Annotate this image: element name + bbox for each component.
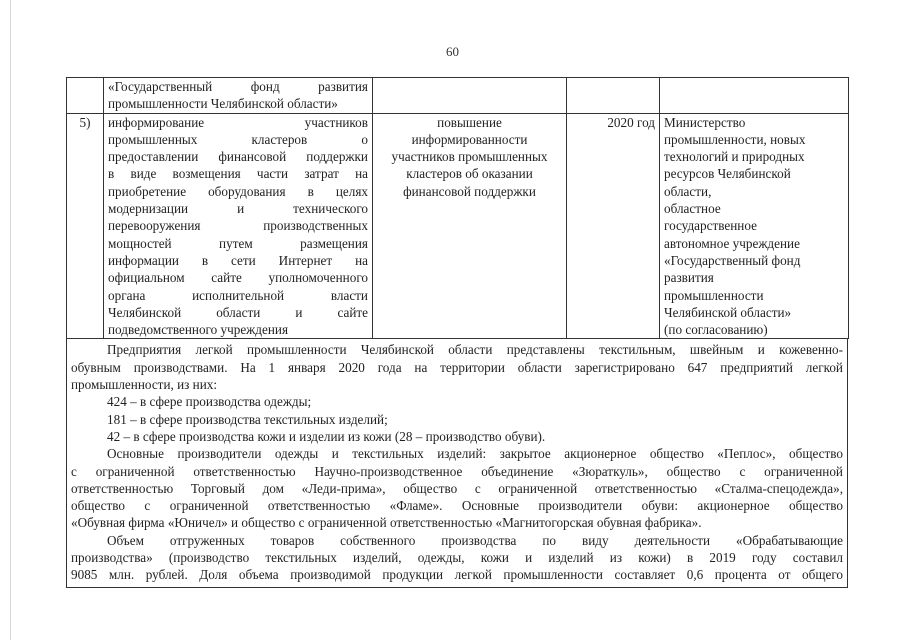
activity-line: информации в сети Интернет на <box>108 252 368 268</box>
page-number: 60 <box>446 44 459 59</box>
table-row-5 <box>67 113 849 339</box>
executor-line: промышленности, новых <box>664 131 806 147</box>
list-item: 181 – в сфере производства текстильных изделий; <box>107 411 388 427</box>
cell-number <box>67 78 104 114</box>
paragraph-light-industry <box>71 341 843 393</box>
executor-line: развития <box>664 270 714 286</box>
activities-table <box>66 77 849 339</box>
cell-year: 2020 год <box>567 113 660 339</box>
text-line: обувным производствами. На 1 января 2020 года на территории области зарегистрировано 647 предприятий легкой <box>71 359 843 375</box>
activity-line: Челябинской области и сайте <box>108 304 368 320</box>
result-line: повышение <box>437 114 502 130</box>
text-line: промышленности, из них: <box>71 377 218 393</box>
result-line: информированности <box>411 131 528 147</box>
cell-year <box>567 78 660 114</box>
executor-line: «Государственный фонд <box>664 252 801 268</box>
text-line: общество с ограниченной ответственностью «Фламе». Основные производители обуви: акционерное общество <box>71 498 843 514</box>
text-line: Основные производители одежды и текстильных изделий: закрытое акционерное общество «Пеплос», общество <box>107 446 843 462</box>
activity-line: органа исполнительной власти <box>108 287 368 303</box>
enterprise-list <box>71 393 843 445</box>
activity-line: «Государственный фонд развития <box>108 79 368 94</box>
text-line: производства» (производство текстильных изделий, одежды, кожи и изделий из кожи) в 2019 году составил <box>71 550 843 566</box>
executor-line: Челябинской области» <box>664 304 792 320</box>
executor-line: автономное учреждение <box>664 235 800 251</box>
activity-line: подведомственного учреждения <box>108 322 289 338</box>
list-item: 42 – в сфере производства кожи и изделии из кожи (28 – производство обуви). <box>107 428 546 444</box>
text-line: «Обувная фирма «Юничел» и общество с ограниченной ответственностью «Магнитогорская обувная фабрика». <box>71 515 702 531</box>
page-edge-line <box>10 0 11 640</box>
text-line: Предприятия легкой промышленности Челябинской области представлены текстильным, швейным и кожевенно- <box>107 342 843 358</box>
executor-line: промышленности <box>664 287 764 303</box>
executor-line: ресурсов Челябинской <box>664 166 791 182</box>
activity-line: предоставлении финансовой поддержки <box>108 149 368 165</box>
text-line: 9085 млн. рублей. Доля объема производимой продукции легкой промышленности составляет 0,6 процента от общего <box>71 567 843 583</box>
text-line: ответственностью Торговый дом «Леди-прима», общество с ограниченной ответственностью «Сталма-спецодежда», <box>71 480 843 496</box>
activity-line: приобретение оборудования в целях <box>108 183 368 199</box>
activity-line: в виде возмещения части затрат на <box>108 166 368 182</box>
executor-line: областное <box>664 201 721 217</box>
activity-line: промышленности Челябинской области» <box>108 96 338 112</box>
executor-line: государственное <box>664 218 757 234</box>
activity-line: модернизации и технического <box>108 201 368 217</box>
paragraph-producers <box>71 445 843 531</box>
cell-executor <box>660 78 849 114</box>
result-line: финансовой поддержки <box>403 183 536 199</box>
text-section <box>66 339 848 587</box>
text-line: Объем отгруженных товаров собственного производства по виду деятельности «Обрабатывающие <box>107 532 843 548</box>
activity-line: промышленных кластеров о <box>108 131 368 147</box>
activity-line: мощностей путем размещения <box>108 235 368 251</box>
list-item: 424 – в сфере производства одежды; <box>107 394 312 410</box>
result-line: участников промышленных <box>391 149 548 165</box>
activity-line: официальном сайте уполномоченного <box>108 270 368 286</box>
paragraph-volume <box>71 532 843 584</box>
cell-number: 5) <box>67 113 104 339</box>
cell-activity <box>104 113 373 339</box>
cell-result <box>373 113 567 339</box>
text-line: с ограниченной ответственностью Научно-производственное объединение «Зюраткуль», общество с ограниченной <box>71 463 843 479</box>
table-row-continued <box>67 78 849 114</box>
executor-line: (по согласованию) <box>664 322 768 338</box>
result-line: кластеров об оказании <box>406 166 533 182</box>
cell-result <box>373 78 567 114</box>
executor-line: области, <box>664 183 712 199</box>
executor-line: технологий и природных <box>664 149 805 165</box>
activity-line: перевооружения производственных <box>108 218 368 234</box>
cell-executor <box>660 113 849 339</box>
activity-line: информирование участников <box>108 114 368 130</box>
cell-activity <box>104 78 373 114</box>
executor-line: Министерство <box>664 114 746 130</box>
document-body <box>66 77 848 588</box>
